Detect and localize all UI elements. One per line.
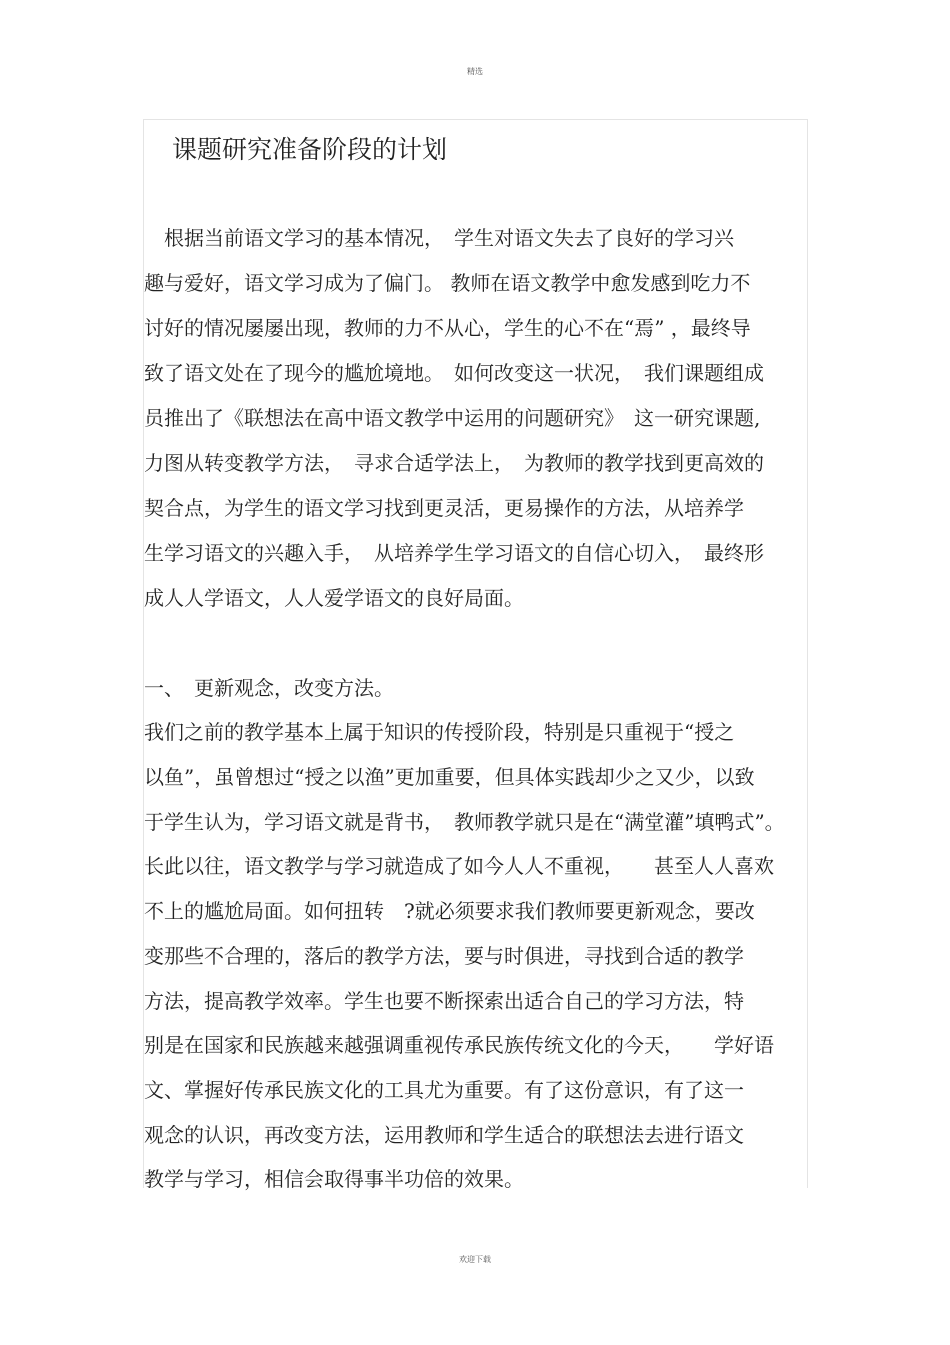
text-line: 变那些不合理的，落后的教学方法，要与时俱进，寻找到合适的教学 — [144, 944, 744, 968]
text-line: 不上的尴尬局面。如何扭转 ?就必须要求我们教师要更新观念，要改 — [144, 899, 755, 923]
text-line: 于学生认为，学习语文就是背书， 教师教学就只是在“满堂灌”填鸭式”。 — [144, 810, 785, 834]
document-title: 课题研究准备阶段的计划 — [172, 135, 448, 164]
text-line: 根据当前语文学习的基本情况， 学生对语文失去了良好的学习兴 — [144, 226, 734, 250]
page-header-mark: 精选 — [467, 67, 483, 76]
text-line: 员推出了《联想法在高中语文教学中运用的问题研究》 这一研究课题, — [144, 406, 761, 430]
page-footer-mark: 欢迎下载 — [459, 1255, 491, 1264]
text-line: 讨好的情况屡屡出现，教师的力不从心，学生的心不在“焉” ，最终导 — [144, 316, 751, 340]
text-line: 致了语文处在了现今的尴尬境地。 如何改变这一状况， 我们课题组成 — [144, 361, 764, 385]
text-line: 文、掌握好传承民族文化的工具尤为重要。有了这份意识，有了这一 — [144, 1078, 744, 1102]
text-line: 长此以往，语文教学与学习就造成了如今人人不重视， 甚至人人喜欢 — [144, 854, 774, 878]
text-line: 我们之前的教学基本上属于知识的传授阶段，特别是只重视于“授之 — [144, 720, 735, 744]
text-line: 契合点，为学生的语文学习找到更灵活，更易操作的方法，从培养学 — [144, 496, 744, 520]
text-line: 成人人学语文，人人爱学语文的良好局面。 — [144, 586, 524, 610]
text-line: 生学习语文的兴趣入手， 从培养学生学习语文的自信心切入， 最终形 — [144, 541, 764, 565]
text-line: 观念的认识，再改变方法，运用教师和学生适合的联想法去进行语文 — [144, 1123, 744, 1147]
text-line: 方法，提高教学效率。学生也要不断探索出适合自己的学习方法，特 — [144, 989, 744, 1013]
text-line: 别是在国家和民族越来越强调重视传承民族传统文化的今天， 学好语 — [144, 1033, 774, 1057]
section-heading: 一、 更新观念，改变方法。 — [144, 676, 394, 700]
text-line: 趣与爱好，语文学习成为了偏门。 教师在语文教学中愈发感到吃力不 — [144, 271, 751, 295]
text-line: 以鱼”，虽曾想过“授之以渔”更加重要，但具体实践却少之又少，以致 — [144, 765, 755, 789]
text-line: 力图从转变教学方法， 寻求合适学法上， 为教师的教学找到更高效的 — [144, 451, 764, 475]
text-line: 教学与学习，相信会取得事半功倍的效果。 — [144, 1167, 524, 1191]
